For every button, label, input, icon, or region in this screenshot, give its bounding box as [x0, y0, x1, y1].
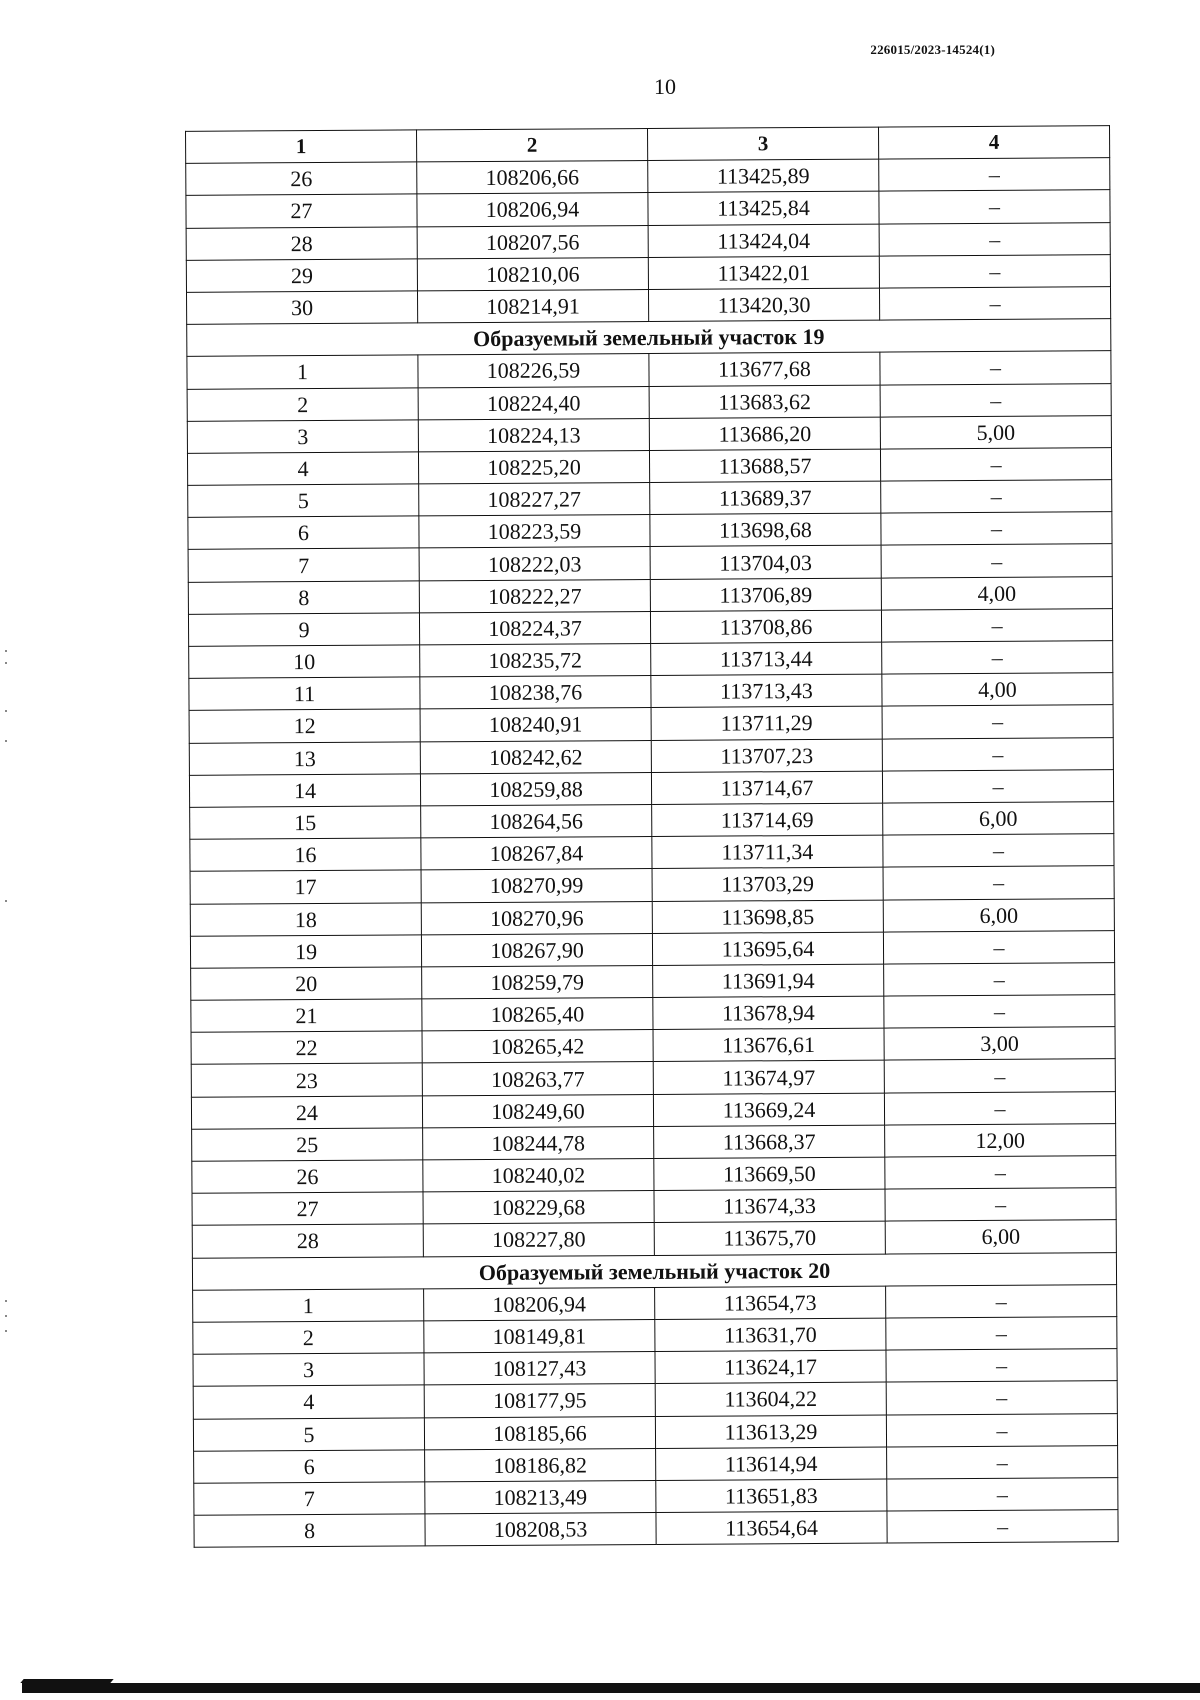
point-number-cell: 5: [193, 1417, 424, 1451]
point-number-cell: 6: [194, 1450, 425, 1484]
column-4-cell: 12,00: [885, 1123, 1116, 1157]
x-coordinate-cell: 108208,53: [425, 1513, 656, 1547]
y-coordinate-cell: 113707,23: [651, 739, 882, 773]
section-title: Образуемый земельный участок 20: [192, 1252, 1116, 1290]
point-number-cell: 19: [190, 935, 421, 969]
x-coordinate-cell: 108244,78: [423, 1126, 654, 1160]
x-coordinate-cell: 108267,90: [421, 933, 652, 967]
x-coordinate-cell: 108206,94: [424, 1287, 655, 1321]
column-4-cell: –: [881, 480, 1112, 514]
column-4-cell: –: [883, 866, 1114, 900]
section-title: Образуемый земельный участок 19: [187, 319, 1111, 357]
column-4-cell: –: [880, 448, 1111, 482]
scan-bottom-edge: [22, 1683, 1200, 1693]
y-coordinate-cell: 113677,68: [649, 352, 880, 386]
point-number-cell: 17: [190, 870, 421, 904]
x-coordinate-cell: 108213,49: [425, 1480, 656, 1514]
y-coordinate-cell: 113651,83: [656, 1479, 887, 1513]
coordinates-table: [185, 125, 1119, 1548]
x-coordinate-cell: 108177,95: [424, 1384, 655, 1418]
column-4-cell: –: [884, 963, 1115, 997]
column-4-cell: –: [884, 1091, 1115, 1125]
column-4-cell: –: [880, 383, 1111, 417]
table-body: [186, 158, 1118, 1548]
column-4-cell: 4,00: [882, 673, 1113, 707]
x-coordinate-cell: 108206,66: [417, 161, 648, 195]
point-number-cell: 13: [189, 741, 420, 775]
y-coordinate-cell: 113703,29: [652, 867, 883, 901]
point-number-cell: 16: [190, 838, 421, 872]
y-coordinate-cell: 113698,85: [652, 900, 883, 934]
y-coordinate-cell: 113425,89: [648, 159, 879, 193]
x-coordinate-cell: 108259,79: [422, 965, 653, 999]
column-4-cell: 6,00: [885, 1220, 1116, 1254]
column-4-cell: 6,00: [883, 802, 1114, 836]
y-coordinate-cell: 113698,68: [650, 513, 881, 547]
x-coordinate-cell: 108265,42: [422, 1030, 653, 1064]
y-coordinate-cell: 113424,04: [648, 224, 879, 258]
table-row: [192, 1123, 1116, 1161]
column-4-cell: 4,00: [881, 576, 1112, 610]
y-coordinate-cell: 113631,70: [655, 1318, 886, 1352]
point-number-cell: 2: [187, 387, 418, 421]
point-number-cell: 1: [187, 355, 418, 389]
y-coordinate-cell: 113713,44: [651, 642, 882, 676]
point-number-cell: 11: [189, 677, 420, 711]
y-coordinate-cell: 113691,94: [653, 964, 884, 998]
point-number-cell: 29: [186, 259, 417, 293]
point-number-cell: 4: [193, 1385, 424, 1419]
x-coordinate-cell: 108224,37: [419, 611, 650, 645]
x-coordinate-cell: 108229,68: [423, 1191, 654, 1225]
y-coordinate-cell: 113704,03: [650, 546, 881, 580]
table-row: [194, 1510, 1118, 1548]
column-4-cell: –: [882, 641, 1113, 675]
point-number-cell: 25: [192, 1128, 423, 1162]
page-number: 10: [654, 74, 676, 99]
x-coordinate-cell: 108226,59: [418, 354, 649, 388]
column-4-cell: –: [886, 1349, 1117, 1383]
x-coordinate-cell: 108206,94: [417, 193, 648, 227]
point-number-cell: 27: [186, 194, 417, 228]
x-coordinate-cell: 108127,43: [424, 1352, 655, 1386]
x-coordinate-cell: 108227,80: [423, 1223, 654, 1257]
column-4-cell: –: [879, 287, 1110, 321]
column-4-cell: 6,00: [883, 898, 1114, 932]
column-4-cell: –: [887, 1478, 1118, 1512]
y-coordinate-cell: 113669,24: [653, 1093, 884, 1127]
x-coordinate-cell: 108235,72: [420, 643, 651, 677]
scan-margin-specks: [5, 650, 11, 1700]
column-header-2: 2: [417, 128, 648, 162]
point-number-cell: 15: [190, 806, 421, 840]
point-number-cell: 28: [192, 1224, 423, 1258]
column-4-cell: 5,00: [880, 415, 1111, 449]
x-coordinate-cell: 108185,66: [424, 1416, 655, 1450]
x-coordinate-cell: 108270,96: [421, 901, 652, 935]
x-coordinate-cell: 108227,27: [419, 483, 650, 517]
x-coordinate-cell: 108264,56: [421, 804, 652, 838]
column-4-cell: –: [881, 544, 1112, 578]
y-coordinate-cell: 113686,20: [649, 417, 880, 451]
column-4-cell: –: [885, 1156, 1116, 1190]
column-4-cell: –: [882, 705, 1113, 739]
point-number-cell: 3: [187, 420, 418, 454]
x-coordinate-cell: 108238,76: [420, 676, 651, 710]
y-coordinate-cell: 113676,61: [653, 1028, 884, 1062]
point-number-cell: 6: [188, 516, 419, 550]
x-coordinate-cell: 108186,82: [425, 1448, 656, 1482]
column-4-cell: 3,00: [884, 1027, 1115, 1061]
column-4-cell: –: [879, 158, 1110, 192]
column-4-cell: –: [881, 512, 1112, 546]
point-number-cell: 20: [191, 967, 422, 1001]
column-4-cell: –: [886, 1317, 1117, 1351]
column-4-cell: –: [882, 737, 1113, 771]
point-number-cell: 26: [192, 1160, 423, 1194]
column-4-cell: –: [882, 769, 1113, 803]
point-number-cell: 8: [194, 1514, 425, 1548]
y-coordinate-cell: 113674,97: [653, 1061, 884, 1095]
y-coordinate-cell: 113711,34: [652, 835, 883, 869]
point-number-cell: 26: [186, 162, 417, 196]
column-header-4: 4: [878, 126, 1109, 160]
y-coordinate-cell: 113695,64: [652, 932, 883, 966]
x-coordinate-cell: 108225,20: [418, 450, 649, 484]
column-4-cell: –: [879, 190, 1110, 224]
document-id: 226015/2023-14524(1): [870, 42, 995, 57]
x-coordinate-cell: 108214,91: [417, 289, 648, 323]
point-number-cell: 7: [194, 1482, 425, 1516]
column-4-cell: –: [879, 254, 1110, 288]
coordinates-table-container: [185, 125, 1119, 1548]
x-coordinate-cell: 108240,02: [423, 1158, 654, 1192]
x-coordinate-cell: 108263,77: [422, 1062, 653, 1096]
column-4-cell: –: [880, 351, 1111, 385]
y-coordinate-cell: 113711,29: [651, 706, 882, 740]
point-number-cell: 12: [189, 709, 420, 743]
point-number-cell: 10: [189, 645, 420, 679]
y-coordinate-cell: 113689,37: [650, 481, 881, 515]
column-4-cell: –: [887, 1445, 1118, 1479]
column-4-cell: –: [886, 1381, 1117, 1415]
point-number-cell: 5: [188, 484, 419, 518]
y-coordinate-cell: 113422,01: [648, 256, 879, 290]
column-4-cell: –: [887, 1510, 1118, 1544]
x-coordinate-cell: 108222,27: [419, 579, 650, 613]
point-number-cell: 30: [186, 291, 417, 325]
y-coordinate-cell: 113654,64: [656, 1511, 887, 1545]
y-coordinate-cell: 113654,73: [655, 1286, 886, 1320]
x-coordinate-cell: 108242,62: [420, 740, 651, 774]
x-coordinate-cell: 108267,84: [421, 837, 652, 871]
point-number-cell: 7: [188, 548, 419, 582]
point-number-cell: 22: [191, 1031, 422, 1065]
point-number-cell: 18: [190, 902, 421, 936]
y-coordinate-cell: 113708,86: [650, 610, 881, 644]
y-coordinate-cell: 113425,84: [648, 191, 879, 225]
point-number-cell: 21: [191, 999, 422, 1033]
y-coordinate-cell: 113613,29: [655, 1415, 886, 1449]
x-coordinate-cell: 108224,40: [418, 386, 649, 420]
x-coordinate-cell: 108210,06: [417, 257, 648, 291]
point-number-cell: 3: [193, 1353, 424, 1387]
column-4-cell: –: [881, 608, 1112, 642]
column-4-cell: –: [883, 930, 1114, 964]
x-coordinate-cell: 108259,88: [420, 772, 651, 806]
column-4-cell: –: [884, 1059, 1115, 1093]
point-number-cell: 23: [191, 1063, 422, 1097]
column-4-cell: –: [884, 995, 1115, 1029]
point-number-cell: 8: [188, 581, 419, 615]
x-coordinate-cell: 108249,60: [422, 1094, 653, 1128]
y-coordinate-cell: 113604,22: [655, 1382, 886, 1416]
column-4-cell: –: [886, 1413, 1117, 1447]
y-coordinate-cell: 113714,67: [651, 771, 882, 805]
column-4-cell: –: [886, 1284, 1117, 1318]
y-coordinate-cell: 113624,17: [655, 1350, 886, 1384]
point-number-cell: 28: [186, 226, 417, 260]
y-coordinate-cell: 113683,62: [649, 385, 880, 419]
y-coordinate-cell: 113675,70: [654, 1221, 885, 1255]
x-coordinate-cell: 108223,59: [419, 515, 650, 549]
column-header-1: 1: [186, 130, 417, 164]
column-4-cell: –: [883, 834, 1114, 868]
column-header-3: 3: [648, 127, 879, 161]
y-coordinate-cell: 113674,33: [654, 1189, 885, 1223]
y-coordinate-cell: 113688,57: [649, 449, 880, 483]
y-coordinate-cell: 113614,94: [656, 1447, 887, 1481]
y-coordinate-cell: 113713,43: [651, 674, 882, 708]
y-coordinate-cell: 113706,89: [650, 578, 881, 612]
column-4-cell: –: [879, 222, 1110, 256]
point-number-cell: 24: [191, 1096, 422, 1130]
column-4-cell: –: [885, 1188, 1116, 1222]
y-coordinate-cell: 113420,30: [648, 288, 879, 322]
x-coordinate-cell: 108265,40: [422, 998, 653, 1032]
x-coordinate-cell: 108224,13: [418, 418, 649, 452]
point-number-cell: 1: [193, 1289, 424, 1323]
x-coordinate-cell: 108149,81: [424, 1319, 655, 1353]
x-coordinate-cell: 108240,91: [420, 708, 651, 742]
x-coordinate-cell: 108207,56: [417, 225, 648, 259]
point-number-cell: 9: [188, 613, 419, 647]
point-number-cell: 2: [193, 1321, 424, 1355]
x-coordinate-cell: 108270,99: [421, 869, 652, 903]
y-coordinate-cell: 113668,37: [654, 1125, 885, 1159]
x-coordinate-cell: 108222,03: [419, 547, 650, 581]
point-number-cell: 27: [192, 1192, 423, 1226]
y-coordinate-cell: 113678,94: [653, 996, 884, 1030]
point-number-cell: 4: [187, 452, 418, 486]
y-coordinate-cell: 113714,69: [652, 803, 883, 837]
y-coordinate-cell: 113669,50: [654, 1157, 885, 1191]
point-number-cell: 14: [189, 774, 420, 808]
